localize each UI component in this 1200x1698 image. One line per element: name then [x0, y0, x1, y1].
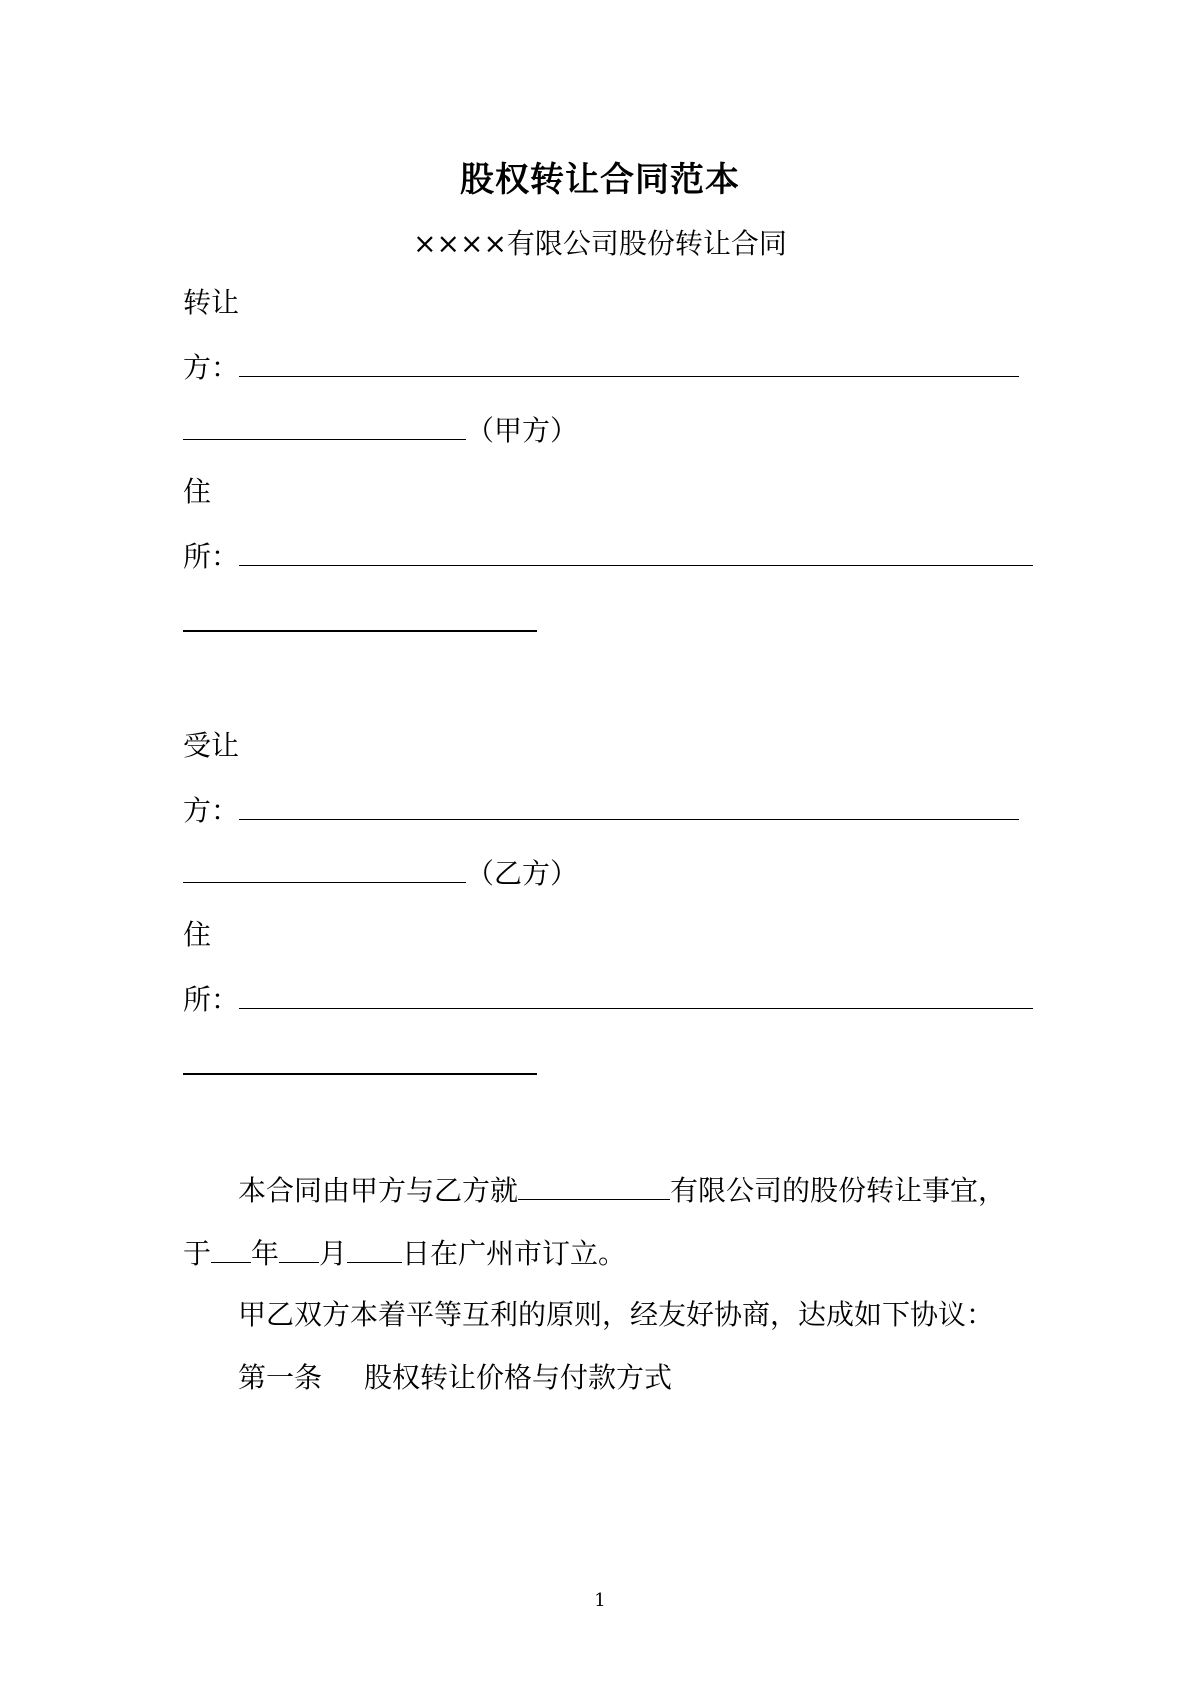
transferee-address-blank[interactable]: [239, 978, 1033, 1009]
body-paragraph-1: [238, 1169, 1006, 1211]
body-paragraph-3: 甲乙双方本着平等互利的原则，经友好协商，达成如下协议：: [238, 1298, 995, 1331]
transferee-address-line: [183, 978, 1033, 1020]
transferor-address-line: [183, 535, 1033, 577]
transferee-name-blank[interactable]: [239, 789, 1019, 820]
body-paragraph-2: [183, 1232, 626, 1274]
p2-month: 月: [319, 1237, 348, 1270]
transferor-address-label-line2: 所：: [183, 540, 240, 573]
transferee-label-line1: 受让: [183, 729, 240, 762]
transferor-label-line2: 方：: [183, 351, 240, 384]
document-title: 股权转让合同范本: [460, 160, 740, 200]
transferee-name-line: [183, 789, 1019, 831]
transferor-party-tag: （甲方）: [466, 414, 579, 447]
transferor-address-blank[interactable]: [239, 535, 1033, 566]
transferor-party-line: [183, 409, 578, 451]
transferor-name-line: [183, 346, 1019, 388]
p2-day: 日在广州市订立。: [402, 1237, 627, 1270]
transferee-label-line2: 方：: [183, 794, 240, 827]
month-blank[interactable]: [279, 1232, 319, 1263]
transferee-party-line: [183, 852, 578, 894]
transferor-address-label-line1: 住: [183, 475, 212, 508]
article-1-number: 第一条: [238, 1361, 323, 1394]
transferee-address-label-line2: 所：: [183, 983, 240, 1016]
p2-yu: 于: [183, 1237, 212, 1270]
transferor-address-blank-cont[interactable]: [183, 630, 537, 632]
page-number: 1: [594, 1590, 606, 1611]
transferee-address-label-line1: 住: [183, 918, 212, 951]
transferee-party-tag: （乙方）: [466, 857, 579, 890]
day-blank[interactable]: [347, 1232, 402, 1263]
transferor-label-line1: 转让: [183, 286, 240, 319]
year-blank[interactable]: [211, 1232, 251, 1263]
transferor-name-blank[interactable]: [239, 346, 1019, 377]
p1-text-part1: 本合同由甲方与乙方就: [238, 1174, 519, 1207]
transferee-address-blank-cont[interactable]: [183, 1073, 537, 1075]
transferor-name-blank-cont[interactable]: [183, 409, 466, 440]
p1-text-part2: 有限公司的股份转让事宜，: [670, 1174, 1007, 1207]
article-1-title: 股权转让价格与付款方式: [364, 1361, 673, 1394]
article-1-heading: [238, 1358, 672, 1398]
p2-year: 年: [251, 1237, 280, 1270]
transferee-name-blank-cont[interactable]: [183, 852, 466, 883]
company-name-blank[interactable]: [518, 1169, 670, 1200]
document-subtitle: ××××有限公司股份转让合同: [413, 227, 787, 260]
